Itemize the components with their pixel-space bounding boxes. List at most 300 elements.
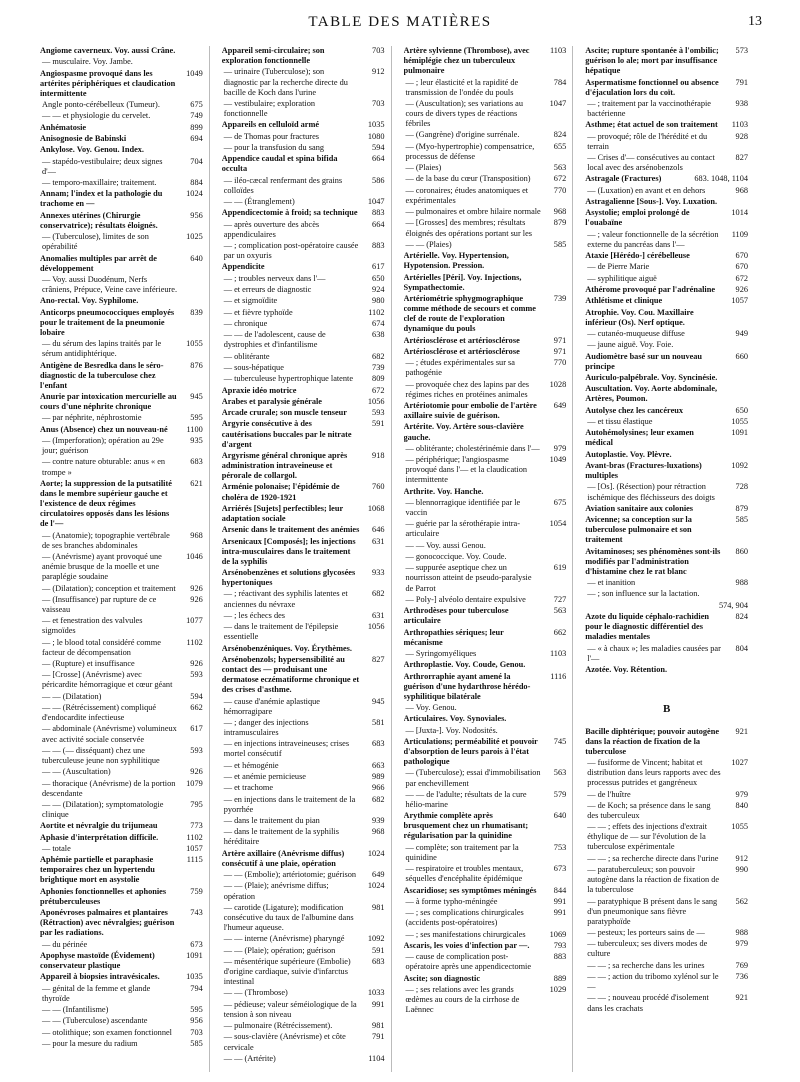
- entry-page-ref: 593: [190, 670, 203, 680]
- index-entry: [585, 132, 748, 152]
- entry-text: Anomalies multiples par arrêt de développement: [40, 253, 157, 273]
- entry-page-ref: 899: [190, 122, 203, 132]
- entry-text: Apophyse mastoïde (Évidement) conservateur plastique: [40, 951, 155, 971]
- index-entry: [585, 854, 748, 864]
- entry-text: — et erreurs de diagnostic: [223, 285, 312, 295]
- entry-text: — — (Artérite): [223, 1053, 276, 1063]
- entry-text: Angiospasme provoqué dans les artérites périphériques et claudication intermittente: [40, 68, 176, 98]
- index-entry: [40, 57, 203, 67]
- entry-text: — Voy. Genou.: [405, 703, 457, 713]
- entry-page-ref: 1024: [367, 881, 385, 891]
- entry-text: — Syringomyéliques: [405, 648, 477, 658]
- section-letter: B: [662, 703, 671, 716]
- entry-page-ref: 595: [190, 1005, 203, 1015]
- entry-page-ref: 703: [372, 98, 385, 108]
- entry-page-ref: 650: [372, 273, 385, 283]
- entry-text: Appareils en celluloïd armé: [221, 120, 320, 130]
- entry-text: Azotée. Voy. Rétention.: [585, 664, 668, 674]
- index-entry: [404, 519, 567, 539]
- entry-page-ref: 938: [735, 98, 748, 108]
- entry-text: — de l'huître: [587, 789, 631, 799]
- index-entry: [585, 578, 748, 588]
- index-entry: [585, 274, 748, 284]
- index-entry: [222, 772, 385, 782]
- entry-text: — — (— disséquant) chez une tuberculeuse jeune non syphilitique: [42, 745, 160, 765]
- entry-page-ref: 581: [372, 717, 385, 727]
- index-entry: [222, 568, 385, 588]
- index-entry: [40, 855, 203, 885]
- index-entry: [585, 120, 748, 130]
- entry-text: — tuberculeuse hypertrophique latente: [223, 374, 353, 384]
- entry-page-ref: 1029: [549, 984, 567, 994]
- entry-text: — — (Dilatation): [42, 691, 102, 701]
- entry-page-ref: 753: [553, 842, 567, 852]
- index-entry: [40, 296, 203, 306]
- entry-page-ref: 631: [372, 536, 385, 546]
- index-entry: [40, 46, 203, 56]
- entry-text: — sous-hépatique: [223, 362, 284, 372]
- index-entry: [404, 347, 567, 357]
- index-entry: [585, 46, 748, 76]
- entry-page-ref: 670: [735, 262, 748, 272]
- index-entry: [40, 254, 203, 274]
- entry-text: — oblitérante; cholestérinémie dans l'—: [405, 443, 540, 453]
- entry-text: — fusiforme de Vincent; habitat et distribution dans leurs rapports avec des processus putrides et gangréneux: [587, 758, 721, 788]
- index-entry: [222, 241, 385, 261]
- index-entry: [404, 498, 567, 518]
- entry-text: — contre nature obturable: anus « en trompe »: [42, 457, 166, 477]
- entry-page-ref: 926: [190, 594, 203, 604]
- index-entry: [40, 531, 203, 551]
- entry-text: Arsénobenzènes et solutions glycosées hypertoniques: [221, 568, 356, 588]
- entry-page-ref: 650: [735, 405, 748, 415]
- entry-text: — totale: [42, 843, 71, 853]
- index-entry: [222, 274, 385, 284]
- entry-text: — — (Plaie); anévrisme diffus; opération: [223, 881, 329, 901]
- entry-page-ref: 860: [735, 546, 748, 556]
- entry-page-ref: 926: [190, 583, 203, 593]
- entry-text: — ; réactivant des syphilis latentes et anciennes du névraxe: [223, 589, 348, 609]
- entry-page-ref: 683. 1048, 1104: [694, 174, 748, 184]
- entry-text: — — (Embolie); artériotomie; guérison: [223, 870, 357, 880]
- index-entry: [222, 197, 385, 207]
- entry-page-ref: 945: [190, 392, 203, 402]
- index-entry: [585, 482, 748, 502]
- index-entry: [585, 428, 748, 448]
- entry-text: — abdominale (Anévrisme) volumineux avec activité sociale conservée: [42, 724, 177, 744]
- index-entry: [222, 537, 385, 567]
- index-entry: [40, 413, 203, 423]
- entry-page-ref: 664: [372, 154, 385, 164]
- entry-text: — provoquée chez des lapins par des régimes riches en protéines animales: [405, 379, 529, 399]
- entry-text: — [Grosses] des membres; résultats éloignés des opérations portant sur les: [405, 218, 532, 238]
- entry-page-ref: 769: [735, 960, 748, 970]
- entry-page-ref: 1100: [186, 424, 203, 434]
- index-column-4: [585, 46, 754, 1072]
- entry-page-ref: 945: [372, 696, 385, 706]
- index-entry: [222, 644, 385, 654]
- entry-page-ref: 638: [372, 330, 385, 340]
- entry-page-ref: 1079: [186, 778, 203, 788]
- entry-page-ref: 594: [372, 142, 385, 152]
- index-entry: [40, 1039, 203, 1049]
- entry-text: — (Insuffisance) par rupture de ce vaisseau: [42, 594, 157, 614]
- entry-text: Aphémie partielle et paraphasie temporaires chez un hypertendu brightique mort en asystolie: [40, 855, 155, 885]
- entry-page-ref: 1028: [549, 379, 567, 389]
- index-entry: [222, 934, 385, 944]
- entry-text: Arcade crurale; son muscle tenseur: [221, 408, 347, 418]
- index-entry: [40, 145, 203, 155]
- index-entry: [585, 373, 748, 383]
- index-entry: [585, 758, 748, 788]
- index-entry: [404, 660, 567, 670]
- index-entry: [404, 207, 567, 217]
- index-entry: [222, 397, 385, 407]
- entry-page-ref: 646: [372, 525, 385, 535]
- entry-page-ref: 971: [553, 346, 567, 356]
- index-entry: [40, 779, 203, 799]
- entry-page-ref: 703: [372, 46, 385, 55]
- entry-text: — otolithique; son examen fonctionnel: [42, 1027, 172, 1037]
- index-entry: [40, 800, 203, 820]
- entry-text: — — (Thrombose): [223, 988, 288, 998]
- entry-page-ref: 617: [190, 724, 203, 734]
- entry-page-ref: 968: [190, 530, 203, 540]
- index-entry: [404, 380, 567, 400]
- index-entry: [222, 1000, 385, 1020]
- entry-text: — paratuberculeux; son pouvoir autogène dans la réaction de fixation de la tuberculose: [587, 865, 720, 895]
- index-entry: [585, 897, 748, 927]
- entry-text: — et trachome: [223, 783, 274, 793]
- index-entry: [404, 930, 567, 940]
- entry-page-ref: 593: [372, 408, 385, 418]
- entry-page-ref: 1055: [731, 822, 748, 832]
- entry-text: — (Anatomie); topographie vertébrale de ses branches abdominales: [42, 530, 170, 550]
- entry-page-ref: 824: [553, 130, 567, 140]
- entry-text: — gonococcique. Voy. Coude.: [405, 552, 507, 562]
- index-entry: [404, 358, 567, 378]
- index-entry: [585, 78, 748, 98]
- entry-text: — — ; action du tribomo xylénol sur le —: [587, 972, 719, 992]
- entry-page-ref: 649: [553, 400, 567, 410]
- entry-text: Audiomètre basé sur un nouveau principe: [585, 351, 703, 371]
- entry-text: — (Anévrisme) ayant provoqué une anémie brusque de la moelle et une paraplégie soudaine: [42, 552, 162, 582]
- entry-text: Arriérés [Sujets] perfectibles; leur adaptation sociale: [221, 503, 344, 523]
- entry-page-ref: 683: [372, 739, 385, 749]
- entry-page-ref: 1115: [186, 855, 203, 865]
- index-entry: [40, 392, 203, 412]
- entry-text: Articulaires. Voy. Synoviales.: [403, 714, 507, 724]
- entry-text: — temporo-maxillaire; traitement.: [42, 178, 157, 187]
- index-entry: [404, 444, 567, 454]
- index-entry: [404, 99, 567, 129]
- entry-text: Arthrite. Voy. Hanche.: [403, 486, 484, 496]
- entry-text: — cause de complication post-opératoire après une appendicectomie: [405, 952, 532, 972]
- index-entry: [585, 822, 748, 852]
- entry-text: — et sigmoïdite: [223, 296, 278, 306]
- entry-page-ref: 617: [372, 262, 385, 272]
- index-entry: [40, 232, 203, 252]
- entry-text: — dans le traitement de la syphilis héréditaire: [223, 827, 339, 847]
- entry-text: — mésentérique supérieure (Embolie) d'origine cardiaque, suivie d'infarctus intestinal: [223, 956, 351, 987]
- entry-text: — périphérique; l'angiospasme provoqué dans l'— et la claudication intermittente: [405, 455, 528, 485]
- entry-page-ref: 1049: [186, 68, 203, 78]
- entry-page-ref: 1025: [186, 232, 203, 242]
- entry-text: — — (Dilatation); symptomatologie clinique: [42, 799, 164, 820]
- entry-text: Artérite. Voy. Artère sous-clavière gauche.: [403, 422, 524, 442]
- entry-text: — ; ses relations avec les grands œdèmes au cours de la cirrhose de Laënnec: [405, 984, 520, 1015]
- index-entry: [404, 737, 567, 767]
- entry-page-ref: 1102: [368, 307, 385, 317]
- entry-text: Artériométrie sphygmographique comme méthode de secours et comme clef de route de l'exploration dynamique du pouls: [403, 293, 536, 334]
- entry-text: — de Pierre Marie: [587, 262, 650, 272]
- index-entry: [585, 612, 748, 642]
- entry-page-ref: 824: [735, 612, 748, 622]
- entry-text: Argyrisme général chronique après administration intraveineuse et pérorale de collargol.: [221, 450, 348, 481]
- entry-text: Aorte; la suppression de la putsatilité dans le membre supérieur gauche et l'existence de deux régimes circulatoires opposés dans les lésions de l'—: [40, 478, 172, 529]
- entry-text: — dans le traitement de l'épilepsie essentielle: [223, 622, 339, 642]
- index-entry: [40, 692, 203, 702]
- entry-page-ref: 844: [553, 885, 567, 895]
- index-entry: [40, 670, 203, 690]
- index-entry: [404, 563, 567, 593]
- index-entry: [585, 352, 748, 372]
- entry-text: — respiratoire et troubles mentaux, séquelles d'encéphalite épidémique: [405, 864, 524, 884]
- entry-text: Avicenne; sa conception sur la tuberculose pulmonaire et son traitement: [585, 515, 692, 545]
- entry-page-ref: 675: [190, 100, 203, 110]
- index-entry: [40, 479, 203, 530]
- entry-page-ref: 745: [553, 736, 567, 746]
- entry-text: Anurie par intoxication mercurielle au cours d'une néphrite chronique: [40, 392, 177, 412]
- index-entry: [404, 251, 567, 271]
- entry-text: — et tissu élastique: [587, 417, 653, 427]
- entry-text: Appareil à biopsies intravésicales.: [40, 972, 160, 982]
- entry-text: — génital de la femme et glande thyroïde: [42, 983, 151, 1003]
- entry-page-ref: 827: [372, 654, 385, 664]
- entry-text: — du sérum des lapins traités par le sérum antidiphtérique.: [42, 339, 162, 359]
- entry-text: — après ouverture des abcès appendiculaires: [223, 219, 320, 239]
- entry-page-ref: 956: [190, 210, 203, 220]
- entry-text: Arsenic dans le traitement des anémies: [221, 525, 360, 535]
- entry-page-ref: 889: [553, 973, 567, 983]
- entry-text: — (Gangrène) d'origine surrénale.: [405, 130, 520, 140]
- entry-text: — — (Tuberculose) ascendante: [42, 1016, 148, 1026]
- entry-text: Arménie polonaise; l'épidémie de choléra de 1920-1921: [221, 482, 340, 502]
- index-entry: [404, 78, 567, 98]
- entry-page-ref: 991: [553, 908, 567, 918]
- entry-text: — — ; sa recherche dans les urines: [587, 960, 705, 970]
- entry-page-ref: 673: [190, 939, 203, 949]
- entry-page-ref: 939: [372, 816, 385, 826]
- index-entry: [404, 811, 567, 841]
- entry-text: Apraxie idéo motrice: [221, 385, 297, 395]
- index-entry: [404, 130, 567, 140]
- entry-text: — complète; son traitement par la quinidine: [405, 842, 519, 862]
- entry-text: — (Myo-hypertrophie) compensatrice, processus de défense: [405, 141, 535, 161]
- entry-text: Auriculo-palpébrale. Voy. Syncinésie.: [585, 373, 718, 383]
- index-entry: [222, 308, 385, 318]
- index-entry: [222, 697, 385, 717]
- entry-text: — ; danger des injections intramusculaires: [223, 717, 309, 738]
- index-entry: [222, 761, 385, 771]
- index-entry: [404, 218, 567, 238]
- index-entry: [222, 988, 385, 998]
- entry-text: — provoqué; rôle de l'hérédité et du terrain: [587, 131, 708, 151]
- entry-page-ref: 1055: [731, 417, 748, 427]
- entry-text: — chronique: [223, 318, 268, 328]
- entry-page-ref: 683: [372, 956, 385, 966]
- entry-text: — [Juxta-]. Voy. Nodosités.: [405, 725, 498, 735]
- index-entry: [585, 972, 748, 992]
- index-entry: [404, 552, 567, 562]
- entry-text: — ; le blood total considéré comme facteur de décompensation: [42, 637, 161, 657]
- entry-text: — pour la mesure du radium: [42, 1039, 138, 1048]
- index-entry: [222, 957, 385, 987]
- entry-text: Artérielles [Péri]. Voy. Injections, Sympathectomie.: [403, 272, 522, 292]
- entry-page-ref: 727: [553, 594, 567, 604]
- index-entry: [40, 425, 203, 435]
- entry-text: — — ; effets des injections d'extrait éthylique de — sur l'évolution de la tuberculose expérimentale: [587, 822, 708, 852]
- entry-page-ref: 673: [553, 864, 567, 874]
- index-entry: [40, 100, 203, 110]
- entry-text: — musculaire. Voy. Jambe.: [42, 57, 133, 67]
- entry-page-ref: 585: [735, 515, 748, 525]
- entry-page-ref: 839: [190, 307, 203, 317]
- entry-page-ref: 672: [735, 273, 748, 283]
- index-entry: [222, 120, 385, 130]
- entry-page-ref: 918: [372, 450, 385, 460]
- entry-page-ref: 640: [190, 253, 203, 263]
- index-entry: [40, 616, 203, 636]
- entry-text: Avitaminoses; ses phénomènes sont-ils modifiés par l'administration d'histamine chez le rat blanc: [585, 546, 721, 576]
- index-entry: [222, 903, 385, 933]
- index-entry: [222, 419, 385, 449]
- index-entry: [222, 482, 385, 502]
- entry-text: — dans le traitement du pian: [223, 816, 320, 826]
- index-entry: [40, 457, 203, 477]
- entry-text: Aortite et névralgie du trijumeau: [40, 821, 158, 831]
- index-entry: [222, 176, 385, 196]
- entry-page-ref: 1091: [186, 951, 203, 960]
- entry-page-ref: 1055: [186, 339, 203, 349]
- index-entry: [40, 984, 203, 1004]
- index-entry: [585, 961, 748, 971]
- page-title: TABLE DES MATIÈRES: [308, 14, 492, 30]
- entry-page-ref: 655: [553, 141, 567, 151]
- index-entry: [585, 285, 748, 295]
- entry-page-ref: 1057: [731, 296, 748, 306]
- index-entry: [222, 374, 385, 384]
- entry-page-ref: 804: [735, 643, 748, 653]
- entry-text: Antigène de Besredka dans le séro-diagnostic de la tuberculose chez l'enfant: [40, 360, 164, 390]
- entry-page-ref: 1027: [731, 758, 748, 768]
- entry-page-ref: 579: [553, 789, 567, 799]
- index-column-1: [40, 46, 210, 1072]
- entry-page-ref: 879: [553, 218, 567, 228]
- index-entry: [222, 67, 385, 97]
- entry-text: — — de l'adolescent, cause de dystrophies et d'infantilisme: [223, 330, 326, 350]
- entry-page-ref: 827: [735, 153, 748, 163]
- index-entry: [40, 767, 203, 777]
- index-entry: [585, 208, 748, 228]
- entry-page-ref: 585: [190, 1039, 203, 1048]
- entry-page-ref: 1102: [186, 637, 203, 647]
- entry-text: Appendicectomie à froid; sa technique: [221, 208, 358, 218]
- entry-text: Artériotomie pour embolie de l'artère axillaire suivie de guérison.: [403, 400, 537, 421]
- entry-text: — ; son influence sur la lactation.: [587, 589, 700, 599]
- entry-page-ref: 926: [735, 285, 748, 295]
- entry-text: — pour la transfusion du sang: [223, 142, 324, 152]
- index-entry: [404, 974, 567, 984]
- entry-text: — — (Étranglement): [223, 197, 295, 207]
- entry-text: — ; les échecs des: [223, 610, 286, 620]
- entry-page-ref: 926: [190, 659, 203, 669]
- entry-text: Aviation sanitaire aux colonies: [585, 503, 694, 513]
- index-entry: [222, 1021, 385, 1031]
- entry-text: Aphasie d'interprétation difficile.: [40, 832, 159, 842]
- index-entry: [40, 724, 203, 744]
- entry-text: Arabes et paralysie générale: [221, 396, 322, 406]
- entry-text: Ascite; son diagnostic: [403, 973, 481, 983]
- entry-text: Appareil semi-circulaire; son exploration fonctionnelle: [221, 46, 325, 66]
- entry-page-ref: 971: [553, 335, 567, 345]
- index-entry: [222, 739, 385, 759]
- index-entry: [40, 595, 203, 615]
- entry-text: — ; traitement par la vaccinothérapie bactérienne: [587, 98, 711, 119]
- index-entry: [585, 504, 748, 514]
- entry-page-ref: 1049: [549, 455, 567, 465]
- entry-text: — (Imperforation); opération au 29e jour; guérison: [42, 436, 164, 456]
- entry-page-ref: 784: [553, 77, 567, 87]
- entry-page-ref: 793: [553, 940, 567, 950]
- entry-page-ref: 631: [372, 610, 385, 620]
- entry-text: — — ; sa recherche directe dans l'urine: [587, 853, 719, 863]
- entry-page-ref: 663: [372, 760, 385, 770]
- entry-page-ref: 682: [372, 794, 385, 804]
- entry-page-ref: 739: [553, 293, 567, 303]
- entry-page-ref: 682: [372, 589, 385, 599]
- entry-text: Anus (Absence) chez un nouveau-né: [40, 424, 168, 434]
- entry-page-ref: 591: [372, 945, 385, 955]
- entry-text: — [Os]. (Résection) pour rétraction ischémique des fléchisseurs des doigts: [587, 482, 715, 502]
- entry-text: — pulmonaire (Rétrécissement).: [223, 1021, 333, 1031]
- entry-text: — — (Rétrécissement) compliqué d'endocardite infectieuse: [42, 703, 157, 723]
- entry-text: — ; ses complications chirurgicales (accidents post-opératoires): [405, 908, 524, 928]
- entry-text: Articulations; perméabilité et pouvoir d'absorption de leurs parois à l'état pathologique: [403, 736, 538, 767]
- entry-text: Ascaris, les voies d'infection par —.: [403, 940, 530, 950]
- entry-text: Aphonies fonctionnelles et aphonies prétuberculeuses: [40, 886, 167, 906]
- entry-text: Appendice caudal et spina bifida occulta: [221, 154, 338, 174]
- entry-text: Argyrie consécutive à des cautérisations buccales par le nitrate d'argent: [221, 419, 352, 449]
- entry-text: Aponévroses palmaires et plantaires (Rétraction) avec névralgies; guérison par les radiations.: [40, 908, 175, 938]
- index-entry: [585, 296, 748, 306]
- entry-page-ref: 574, 904: [718, 600, 748, 610]
- entry-text: Artériosclérose et artériosclérose: [403, 346, 520, 356]
- entry-text: Atrophie. Voy. Cou. Maxillaire inférieur (Os). Nerf optique.: [585, 307, 694, 327]
- entry-text: — pédieuse; valeur séméiologique de la tension à son niveau: [223, 999, 357, 1019]
- entry-text: — cause d'anémie aplastique hémorragipare: [223, 696, 320, 716]
- entry-page-ref: 662: [190, 703, 203, 713]
- index-entry: [40, 659, 203, 669]
- index-entry: [585, 928, 748, 938]
- entry-text: — — (Infantilisme): [42, 1005, 109, 1015]
- index-entry: [585, 384, 748, 404]
- entry-page-ref: 619: [553, 563, 567, 573]
- index-entry: [40, 552, 203, 582]
- entry-page-ref: 739: [372, 362, 385, 372]
- index-entry: [222, 795, 385, 815]
- entry-text: Arsénobenzéniques. Voy. Érythèmes.: [221, 643, 352, 653]
